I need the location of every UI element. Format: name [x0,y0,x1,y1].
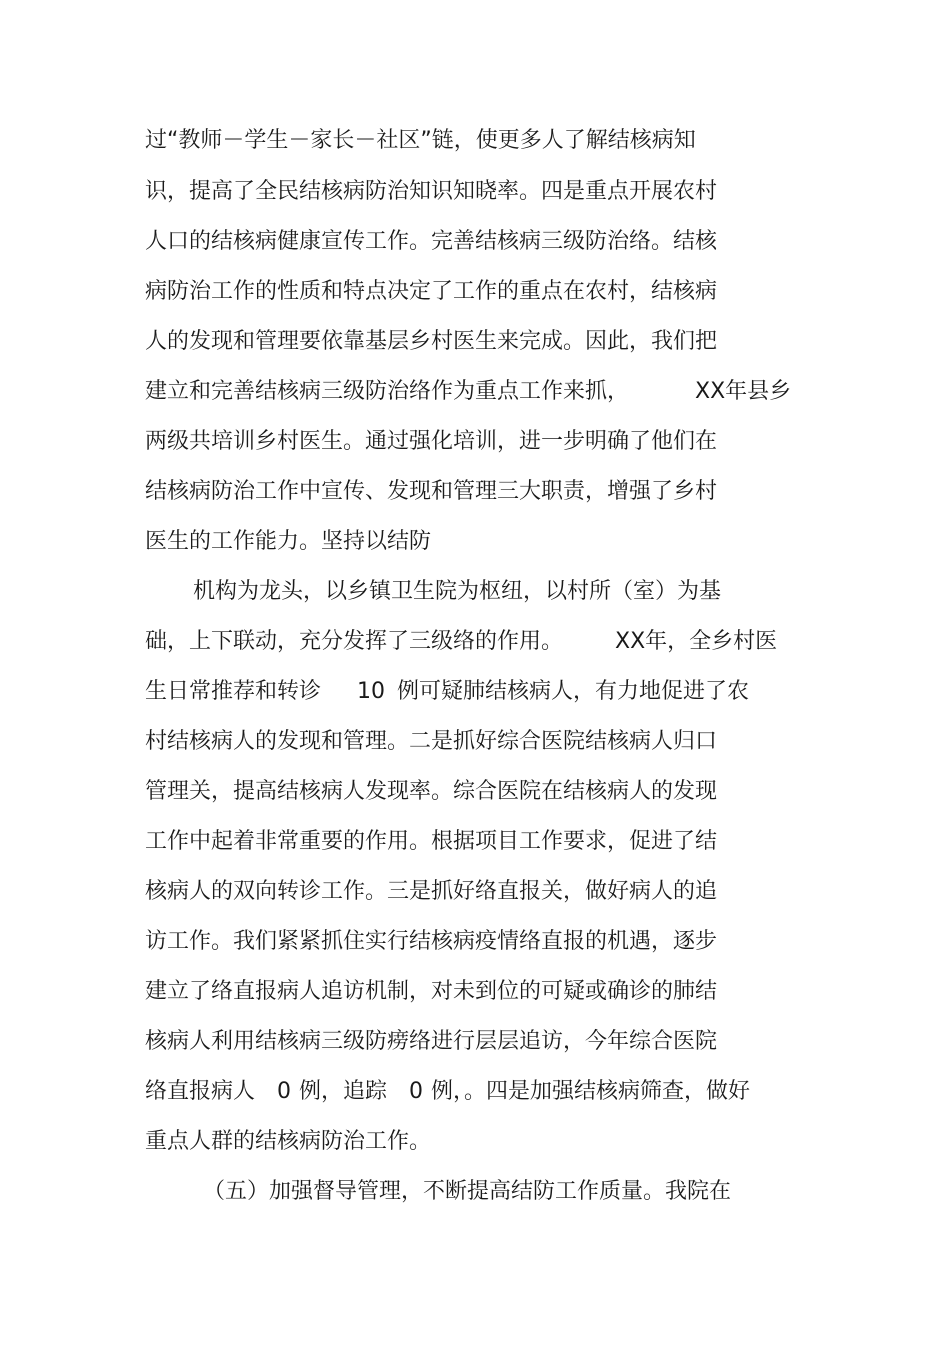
section-heading-line [203,1177,731,1207]
text-run: 识，提高了全民结核病防治知识知晓率。四是重点开展农村 [145,179,718,204]
text-line [145,1027,717,1057]
text-run: 0 [277,1079,292,1104]
text-run: 10 [357,679,386,704]
text-run: （五）加强督导管理，不断提高结防工作质量。我院在 [203,1179,732,1204]
text-run: 例，追踪 [299,1079,388,1104]
text-run: 建立了络直报病人追访机制，对未到位的可疑或确诊的肺结 [145,979,718,1004]
text-line [145,377,791,407]
text-run: 过“教师－学生－家长－社区”链，使更多人了解结核病知 [145,128,696,153]
text-run: 建立和完善结核病三级防治络作为重点工作来抓， [145,379,630,404]
text-line [145,527,431,557]
text-line [145,227,717,257]
text-run: 核病人利用结核病三级防痨络进行层层追访，今年综合医院 [145,1029,718,1054]
text-run: 两级共培训乡村医生。通过强化培训，进一步明确了他们在 [145,429,718,454]
text-line [145,677,749,707]
text-run: XX年县乡 [695,379,792,404]
text-run: 访工作。我们紧紧抓住实行结核病疫情络直报的机遇，逐步 [145,929,718,954]
text-run: 病防治工作的性质和特点决定了工作的重点在农村，结核病 [145,279,718,304]
text-run: 核病人的双向转诊工作。三是抓好络直报关，做好病人的追 [145,879,718,904]
text-run: 络直报病人 [145,1079,256,1104]
text-run: 工作中起着非常重要的作用。根据项目工作要求，促进了结 [145,829,718,854]
text-line [145,427,717,457]
text-line [145,927,717,957]
text-run: 人口的结核病健康宣传工作。完善结核病三级防治络。结核 [145,229,718,254]
text-run: 村结核病人的发现和管理。二是抓好综合医院结核病人归口 [145,729,718,754]
text-run: 例，。四是加强结核病筛查，做好 [431,1079,751,1104]
text-run: 人的发现和管理要依靠基层乡村医生来完成。因此，我们把 [145,329,718,354]
text-run: 0 [409,1079,424,1104]
text-run: 重点人群的结核病防治工作。 [145,1129,432,1154]
text-run: 管理关，提高结核病人发现率。综合医院在结核病人的发现 [145,779,718,804]
text-run: 医生的工作能力。坚持以结防 [145,529,432,554]
text-line [145,627,777,657]
text-run: 机构为龙头，以乡镇卫生院为枢纽，以村所（室）为基 [193,579,722,604]
text-line [145,1077,750,1107]
text-line [145,327,717,357]
text-line [145,177,717,207]
text-line [145,827,717,857]
text-run: 例可疑肺结核病人，有力地促进了农 [397,679,750,704]
text-line [145,877,717,907]
text-line [145,126,696,156]
text-line [145,977,717,1007]
text-run: 础，上下联动，充分发挥了三级络的作用。 [145,629,564,654]
text-run: 结核病防治工作中宣传、发现和管理三大职责，增强了乡村 [145,479,718,504]
text-line [145,277,717,307]
paragraph-first-line [193,577,721,607]
text-run: XX年，全乡村医 [615,629,778,654]
text-line [145,727,717,757]
text-line [145,1127,431,1157]
text-line [145,477,717,507]
text-line [145,777,717,807]
text-run: 生日常推荐和转诊 [145,679,322,704]
